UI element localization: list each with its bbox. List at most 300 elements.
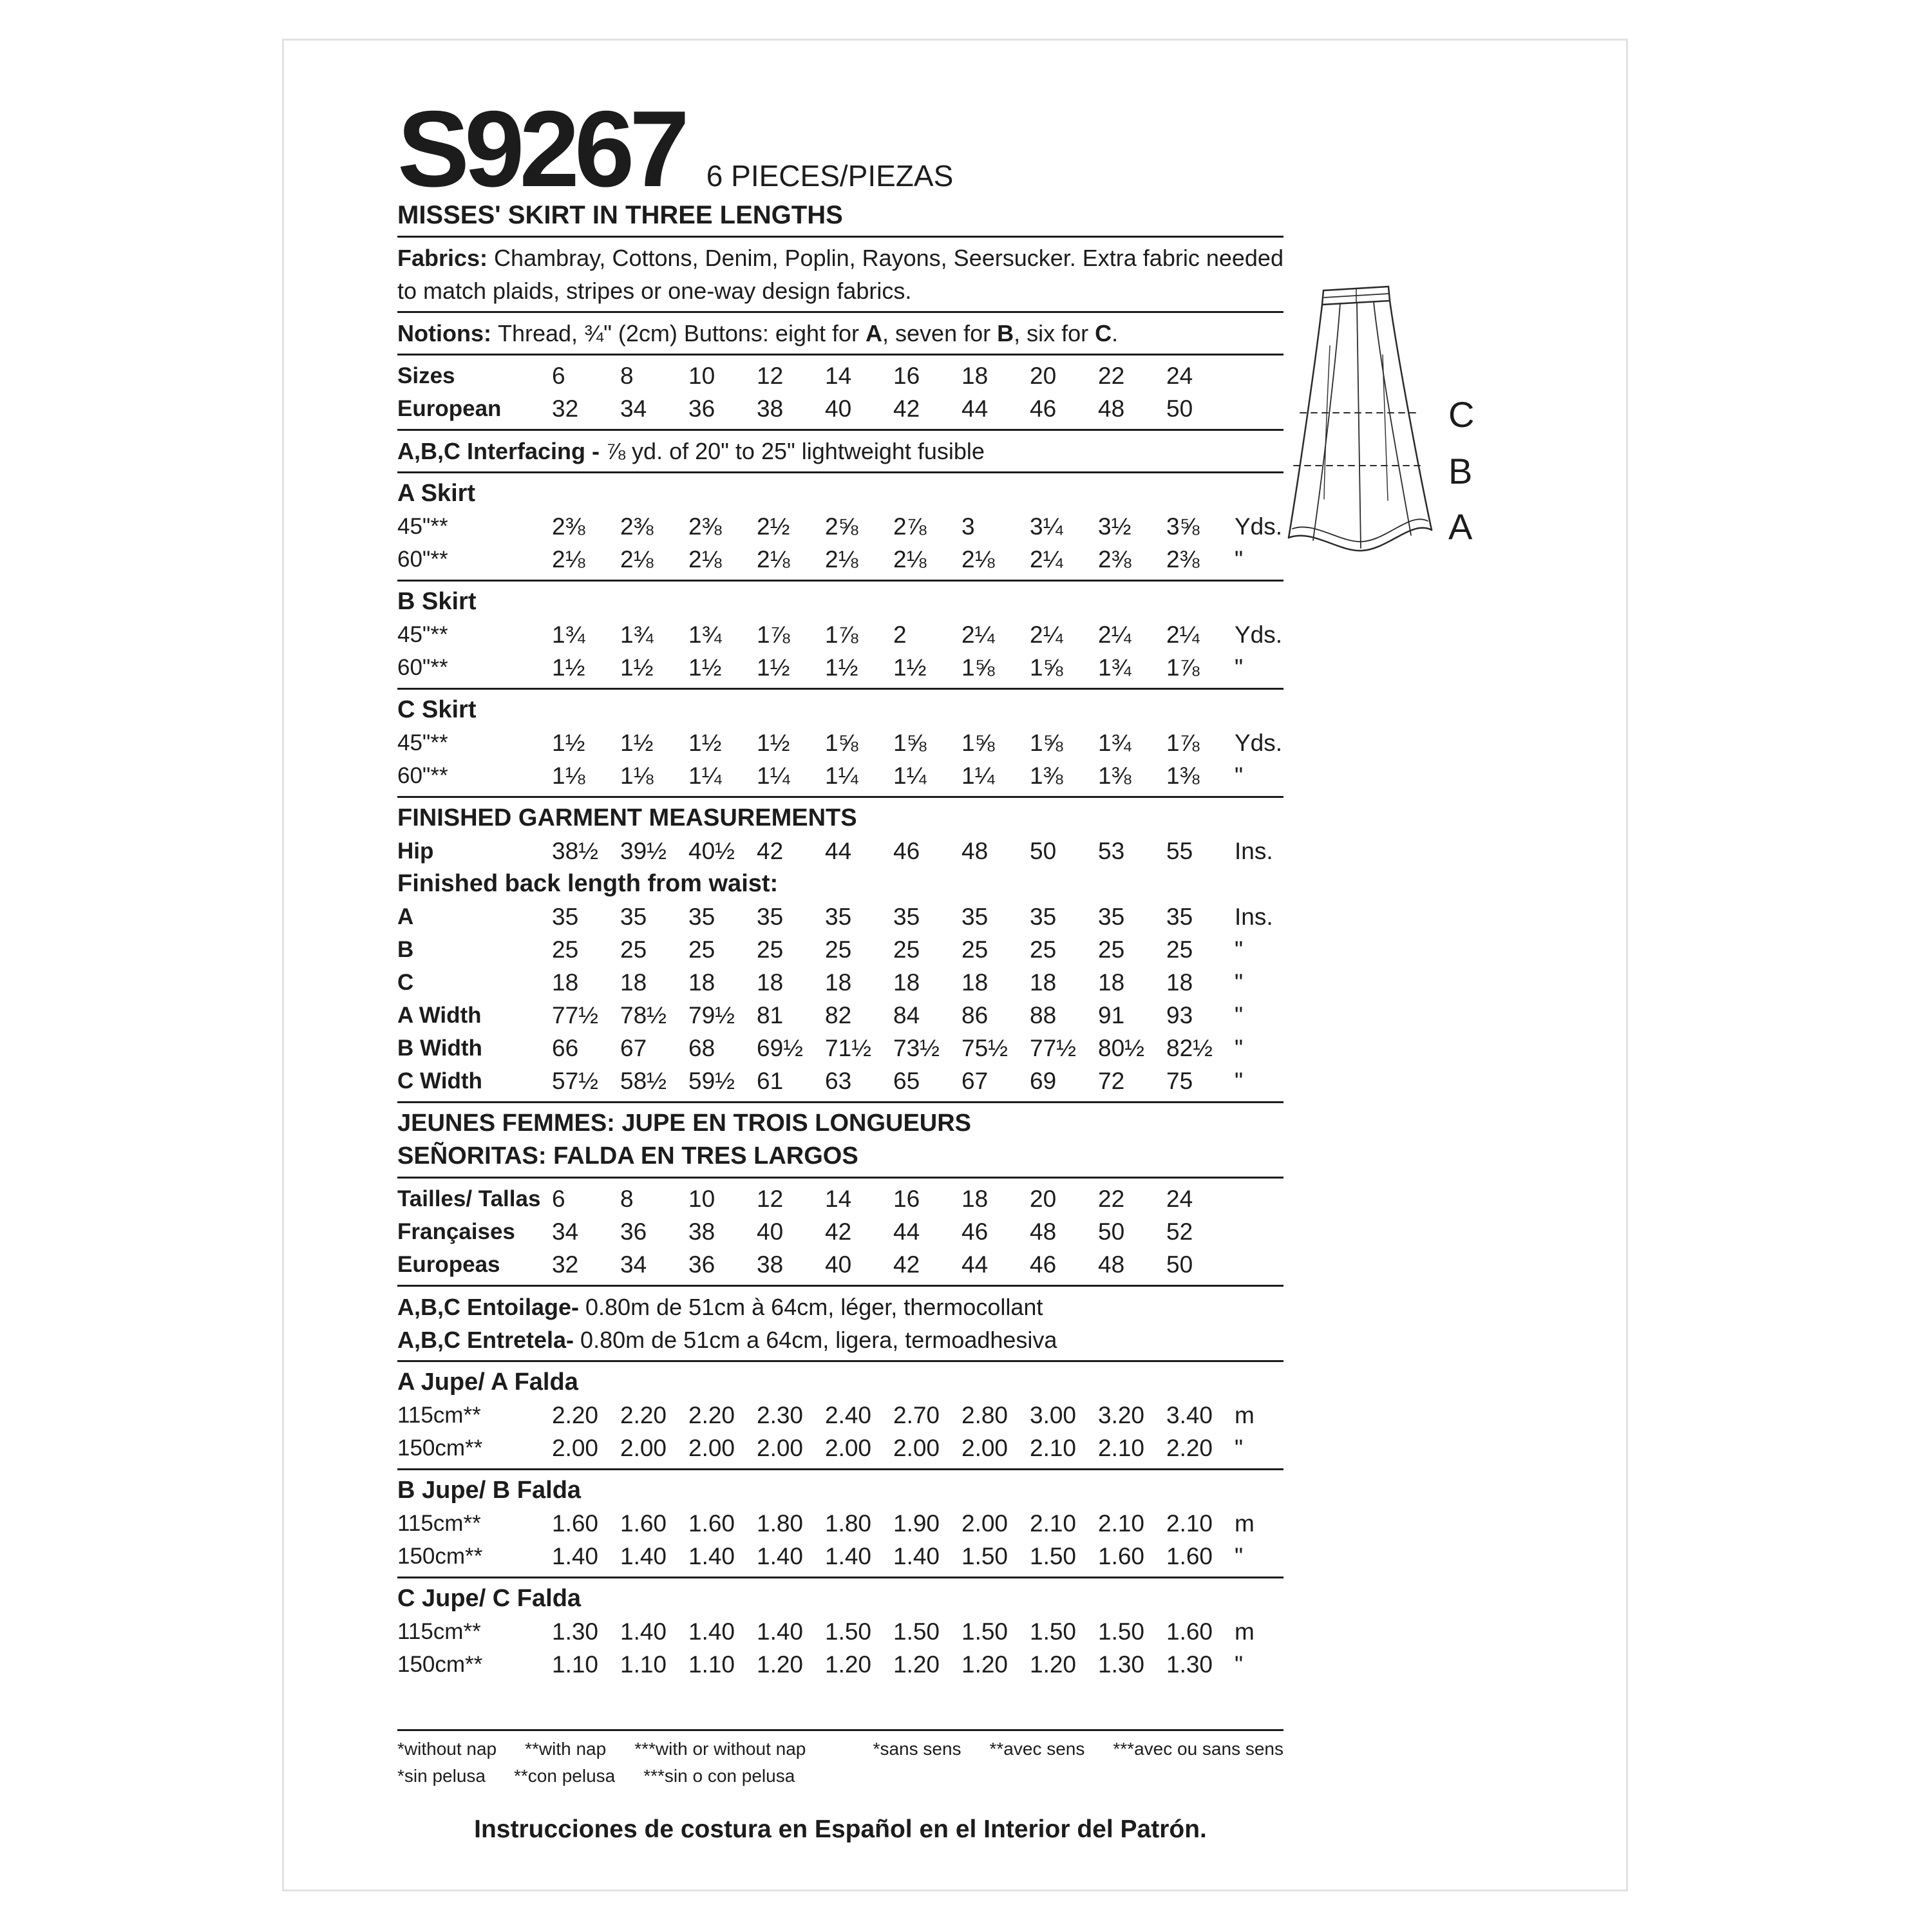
size-value: 2.20 xyxy=(620,1401,667,1428)
size-value: 2⅛ xyxy=(757,545,790,573)
size-value: 44 xyxy=(893,1218,920,1245)
divider-rule xyxy=(397,1577,1283,1578)
yardage-row xyxy=(397,618,1283,651)
unit-label: Yds. xyxy=(1235,621,1283,648)
unit-label: " xyxy=(1235,1067,1244,1094)
size-value: 2 xyxy=(893,621,907,648)
size-value: 1¾ xyxy=(688,621,722,648)
size-value: 72 xyxy=(1098,1067,1125,1094)
size-value: 1¼ xyxy=(757,762,790,789)
size-value: 2¼ xyxy=(1098,621,1132,648)
european-sizes-row xyxy=(397,392,1283,425)
size-value: 1⅝ xyxy=(825,729,858,756)
divider-rule xyxy=(397,471,1283,473)
size-value: 12 xyxy=(757,1185,784,1212)
size-value: 80½ xyxy=(1098,1034,1145,1061)
row-label: Tailles/ Tallas xyxy=(397,1186,541,1211)
divider-rule xyxy=(397,580,1283,582)
size-value: 18 xyxy=(1166,969,1193,996)
size-value: 2⅛ xyxy=(893,545,927,573)
size-value: 88 xyxy=(1030,1001,1057,1028)
size-value: 18 xyxy=(620,969,647,996)
size-value: 2.00 xyxy=(961,1434,1009,1461)
size-value: 1.40 xyxy=(688,1542,735,1569)
size-value: 2⅞ xyxy=(893,513,927,540)
size-value: 81 xyxy=(757,1001,784,1028)
size-value: 25 xyxy=(825,936,852,963)
unit-label: Ins. xyxy=(1235,903,1273,930)
row-label: 45"** xyxy=(397,513,448,539)
size-value: 75½ xyxy=(961,1034,1009,1061)
size-value: 38½ xyxy=(552,837,599,864)
text-segment: C xyxy=(1095,320,1112,346)
size-value: 48 xyxy=(1098,395,1125,422)
size-value: 35 xyxy=(825,903,852,930)
size-value: 2¼ xyxy=(1166,621,1200,648)
size-value: 65 xyxy=(893,1067,920,1094)
size-value: 1.80 xyxy=(825,1510,872,1537)
size-value: 32 xyxy=(552,395,579,422)
size-value: 3.40 xyxy=(1166,1401,1213,1428)
footnotes xyxy=(397,1729,1283,1786)
size-value: 1⅝ xyxy=(961,654,995,681)
size-value: 8 xyxy=(620,1185,634,1212)
divider-rule xyxy=(397,354,1283,355)
text-segment: 0.80m de 51cm a 64cm, ligera, termoadhesiva xyxy=(580,1327,1057,1353)
size-value: 1.20 xyxy=(757,1651,804,1678)
row-label: 60"** xyxy=(397,546,448,572)
size-value: 1½ xyxy=(757,729,790,756)
row-label: Europeas xyxy=(397,1251,500,1277)
size-value: 25 xyxy=(893,936,920,963)
size-value: 18 xyxy=(961,969,989,996)
unit-label: " xyxy=(1235,1001,1244,1028)
size-value: 1.40 xyxy=(688,1618,735,1645)
measurement-row xyxy=(397,1065,1283,1097)
entoilage-text xyxy=(397,1291,1283,1323)
size-value: 16 xyxy=(893,362,920,389)
size-value: 58½ xyxy=(620,1067,667,1094)
size-value: 42 xyxy=(757,837,784,864)
yardage-row xyxy=(397,759,1283,792)
size-value: 1.40 xyxy=(893,1542,940,1569)
interfacing-text xyxy=(397,435,1283,468)
size-value: 44 xyxy=(961,395,989,422)
size-value: 2.00 xyxy=(757,1434,804,1461)
size-value: 68 xyxy=(688,1034,715,1061)
size-value: 48 xyxy=(1030,1218,1057,1245)
size-value: 1.10 xyxy=(552,1651,599,1678)
size-value: 36 xyxy=(688,1251,715,1278)
size-value: 44 xyxy=(825,837,852,864)
size-value: 1¾ xyxy=(552,621,585,648)
size-value: 25 xyxy=(1098,936,1125,963)
drape-line-left xyxy=(1324,346,1330,499)
size-value: 77½ xyxy=(552,1001,599,1028)
text-segment: Fabrics: xyxy=(397,245,495,271)
size-value: 16 xyxy=(893,1185,920,1212)
footnote-rule xyxy=(397,1729,1283,1731)
unit-label: m xyxy=(1235,1618,1255,1645)
size-value: 2.10 xyxy=(1030,1510,1077,1537)
unit-label: " xyxy=(1235,1542,1244,1569)
footnote-line-1 xyxy=(397,1739,1283,1759)
size-value: 67 xyxy=(961,1067,989,1094)
size-value: 25 xyxy=(552,936,579,963)
footnote-group-spanish xyxy=(397,1766,1283,1786)
text-segment: B xyxy=(997,320,1014,346)
view-b-label: B xyxy=(1448,451,1473,491)
size-value: 2.00 xyxy=(688,1434,735,1461)
size-value: 2.80 xyxy=(961,1401,1009,1428)
divider-rule xyxy=(397,1101,1283,1103)
size-value: 2.20 xyxy=(1166,1434,1213,1461)
french-sizes-row xyxy=(397,1215,1283,1248)
size-value: 2⅛ xyxy=(825,545,858,573)
unit-label: Yds. xyxy=(1235,729,1283,756)
size-value: 39½ xyxy=(620,837,667,864)
size-value: 1.20 xyxy=(893,1651,940,1678)
size-value: 3⅝ xyxy=(1166,513,1200,540)
size-value: 1⅛ xyxy=(620,762,654,789)
size-value: 78½ xyxy=(620,1001,667,1028)
row-label: C xyxy=(397,969,414,995)
size-value: 2.00 xyxy=(620,1434,667,1461)
size-value: 22 xyxy=(1098,1185,1125,1212)
size-value: 1.40 xyxy=(825,1542,872,1569)
size-value: 84 xyxy=(893,1001,920,1028)
measurement-row xyxy=(397,966,1283,999)
size-value: 2.00 xyxy=(893,1434,940,1461)
footnote-item: **avec sens xyxy=(989,1739,1085,1759)
drape-line-right xyxy=(1383,355,1388,500)
footnote-item: ***with or without nap xyxy=(634,1739,806,1759)
size-value: 2.20 xyxy=(552,1401,599,1428)
sizes-row xyxy=(397,359,1283,392)
text-segment: A,B,C Interfacing - xyxy=(397,438,607,464)
size-value: 1½ xyxy=(688,654,722,681)
size-value: 1.40 xyxy=(552,1542,599,1569)
text-segment: . xyxy=(1112,320,1119,346)
divider-rule xyxy=(397,429,1283,431)
yardage-row xyxy=(397,726,1283,759)
size-value: 50 xyxy=(1166,395,1193,422)
size-value: 18 xyxy=(825,969,852,996)
size-value: 14 xyxy=(825,1185,852,1212)
divider-rule xyxy=(397,236,1283,238)
measurement-row xyxy=(397,933,1283,966)
size-value: 1⅞ xyxy=(757,621,790,648)
row-label: European xyxy=(397,395,502,421)
size-value: 66 xyxy=(552,1034,579,1061)
size-value: 35 xyxy=(620,903,647,930)
size-value: 1⅞ xyxy=(1166,654,1200,681)
size-value: 1.30 xyxy=(1166,1651,1213,1678)
size-value: 1.20 xyxy=(825,1651,872,1678)
row-label: A Width xyxy=(397,1002,482,1028)
size-value: 1.30 xyxy=(552,1618,599,1645)
measurement-row xyxy=(397,1032,1283,1065)
size-value: 1.50 xyxy=(1030,1618,1077,1645)
size-value: 42 xyxy=(893,395,920,422)
size-value: 35 xyxy=(552,903,579,930)
size-value: 2⅜ xyxy=(1166,545,1200,573)
skirt-c-heading: C Skirt xyxy=(397,696,477,723)
size-value: 1.60 xyxy=(688,1510,735,1537)
size-value: 40 xyxy=(825,395,852,422)
size-value: 12 xyxy=(757,362,784,389)
size-value: 1⅜ xyxy=(1166,762,1200,789)
size-value: 50 xyxy=(1030,837,1057,864)
size-value: 75 xyxy=(1166,1067,1193,1094)
size-value: 1.60 xyxy=(620,1510,667,1537)
size-value: 1¼ xyxy=(961,762,995,789)
size-value: 25 xyxy=(961,936,989,963)
size-value: 1⅝ xyxy=(893,729,927,756)
size-value: 18 xyxy=(1098,969,1125,996)
row-label: Sizes xyxy=(397,363,455,388)
footnote-item: ***avec ou sans sens xyxy=(1113,1739,1283,1759)
divider-rule xyxy=(397,1468,1283,1470)
skirt-a-heading: A Skirt xyxy=(397,480,476,507)
row-label: 45"** xyxy=(397,621,448,647)
size-value: 10 xyxy=(688,1185,715,1212)
size-value: 61 xyxy=(757,1067,784,1094)
row-label: 60"** xyxy=(397,762,448,788)
size-value: 1.60 xyxy=(1166,1618,1213,1645)
size-value: 2¼ xyxy=(961,621,995,648)
size-value: 2⅝ xyxy=(825,513,858,540)
row-label: Françaises xyxy=(397,1218,515,1244)
size-value: 34 xyxy=(552,1218,579,1245)
size-value: 1.40 xyxy=(620,1542,667,1569)
unit-label: " xyxy=(1235,1034,1244,1061)
unit-label: " xyxy=(1235,936,1244,963)
size-value: 1⅞ xyxy=(825,621,858,648)
size-value: 25 xyxy=(1166,936,1193,963)
size-value: 2.00 xyxy=(552,1434,599,1461)
size-value: 3½ xyxy=(1098,513,1132,540)
footnote-item: **with nap xyxy=(525,1739,607,1759)
size-value: 25 xyxy=(620,936,647,963)
row-label: B xyxy=(397,936,414,962)
size-value: 25 xyxy=(688,936,715,963)
size-value: 1.80 xyxy=(757,1510,804,1537)
size-value: 1⅛ xyxy=(552,762,585,789)
row-label: 150cm** xyxy=(397,1435,483,1461)
size-value: 18 xyxy=(961,362,989,389)
size-value: 57½ xyxy=(552,1067,599,1094)
size-value: 1½ xyxy=(552,654,585,681)
size-value: 18 xyxy=(552,969,579,996)
finished-measurements-heading: FINISHED GARMENT MEASUREMENTS xyxy=(397,804,857,831)
size-value: 2⅜ xyxy=(688,513,722,540)
size-value: 2.00 xyxy=(825,1434,872,1461)
european-sizes-row xyxy=(397,1248,1283,1281)
size-value: 48 xyxy=(961,837,989,864)
size-value: 2.10 xyxy=(1166,1510,1213,1537)
size-value: 1.10 xyxy=(688,1651,735,1678)
row-label: Hip xyxy=(397,838,434,864)
size-value: 1⅞ xyxy=(1166,729,1200,756)
text-segment: 0.80m de 51cm à 64cm, léger, thermocollant xyxy=(585,1294,1043,1320)
size-value: 25 xyxy=(1030,936,1057,963)
size-value: 73½ xyxy=(893,1034,940,1061)
intl-sizes-row xyxy=(397,1182,1283,1215)
french-title: JEUNES FEMMES: JUPE EN TROIS LONGUEURS xyxy=(397,1110,972,1137)
footnote-item: ***sin o con pelusa xyxy=(643,1766,795,1786)
size-value: 46 xyxy=(893,837,920,864)
size-value: 1½ xyxy=(688,729,722,756)
size-value: 50 xyxy=(1166,1251,1193,1278)
text-segment: , six for xyxy=(1014,320,1095,346)
size-value: 71½ xyxy=(825,1034,872,1061)
skirt-left-edge xyxy=(1289,305,1322,538)
text-segment: , seven for xyxy=(882,320,998,346)
footnote-item: *sin pelusa xyxy=(397,1766,486,1786)
size-value: 1¾ xyxy=(1098,729,1132,756)
size-value: 50 xyxy=(1098,1218,1125,1245)
size-value: 1.60 xyxy=(552,1510,599,1537)
pattern-number: S9267 xyxy=(397,88,685,209)
size-value: 48 xyxy=(1098,1251,1125,1278)
size-value: 2½ xyxy=(757,513,790,540)
size-value: 2.40 xyxy=(825,1401,872,1428)
metric-yardage-row xyxy=(397,1507,1283,1540)
spanish-instructions-note: Instrucciones de costura en Español en el Interior del Patrón. xyxy=(474,1815,1207,1843)
metric-yardage-row xyxy=(397,1648,1283,1681)
size-value: 1.10 xyxy=(620,1651,667,1678)
size-value: 2¼ xyxy=(1030,621,1063,648)
header xyxy=(397,88,954,209)
footnote-group-french xyxy=(873,1739,1283,1759)
text-segment: Chambray, Cottons, Denim, Poplin, Rayons, Seersucker. Extra fabric needed to match plaids, stripes or one-way design fabrics. xyxy=(397,245,1283,304)
metric-yardage-row xyxy=(397,1399,1283,1432)
size-value: 52 xyxy=(1166,1218,1193,1245)
size-value: 18 xyxy=(757,969,784,996)
unit-label: Yds. xyxy=(1235,513,1283,540)
yardage-chart xyxy=(397,199,1283,1681)
size-value: 2⅛ xyxy=(688,545,722,573)
size-value: 10 xyxy=(688,362,715,389)
jupe-c-heading: C Jupe/ C Falda xyxy=(397,1585,582,1612)
size-value: 69 xyxy=(1030,1067,1057,1094)
size-value: 1.50 xyxy=(1030,1542,1077,1569)
size-value: 1¼ xyxy=(825,762,858,789)
size-value: 14 xyxy=(825,362,852,389)
divider-rule xyxy=(397,1285,1283,1287)
yardage-row xyxy=(397,543,1283,576)
size-value: 35 xyxy=(961,903,989,930)
size-value: 24 xyxy=(1166,362,1193,389)
size-value: 79½ xyxy=(688,1001,735,1028)
size-value: 63 xyxy=(825,1067,852,1094)
size-value: 2⅜ xyxy=(620,513,654,540)
size-value: 1⅝ xyxy=(1030,654,1063,681)
size-value: 2.10 xyxy=(1098,1434,1145,1461)
size-value: 1.60 xyxy=(1098,1542,1145,1569)
size-value: 77½ xyxy=(1030,1034,1077,1061)
size-value: 1.50 xyxy=(961,1618,1009,1645)
measurement-row xyxy=(397,900,1283,933)
text-segment: A,B,C Entoilage- xyxy=(397,1294,586,1320)
size-value: 1.40 xyxy=(620,1618,667,1645)
size-value: 46 xyxy=(1030,395,1057,422)
size-value: 2.30 xyxy=(757,1401,804,1428)
spanish-title: SEÑORITAS: FALDA EN TRES LARGOS xyxy=(397,1142,858,1170)
size-value: 2.00 xyxy=(961,1510,1009,1537)
size-value: 3¼ xyxy=(1030,513,1063,540)
fabrics-text xyxy=(397,242,1283,307)
size-value: 2.70 xyxy=(893,1401,940,1428)
envelope-back-page xyxy=(282,39,1628,1891)
size-value: 18 xyxy=(961,1185,989,1212)
row-label: 60"** xyxy=(397,654,448,680)
size-value: 1¾ xyxy=(620,621,654,648)
size-value: 1.60 xyxy=(1166,1542,1213,1569)
size-value: 93 xyxy=(1166,1001,1193,1028)
unit-label: m xyxy=(1235,1510,1255,1537)
size-value: 44 xyxy=(961,1251,989,1278)
row-label: B Width xyxy=(397,1035,482,1061)
unit-label: Ins. xyxy=(1235,837,1273,864)
size-value: 1.40 xyxy=(757,1542,804,1569)
unit-label: " xyxy=(1235,545,1244,573)
size-value: 86 xyxy=(961,1001,989,1028)
divider-rule xyxy=(397,688,1283,690)
size-value: 8 xyxy=(620,362,634,389)
size-value: 2⅜ xyxy=(1098,545,1132,573)
size-value: 1½ xyxy=(893,654,927,681)
size-value: 1.90 xyxy=(893,1510,940,1537)
text-segment: A xyxy=(866,320,883,346)
size-value: 25 xyxy=(757,936,784,963)
divider-rule xyxy=(397,796,1283,798)
size-value: 69½ xyxy=(757,1034,804,1061)
skirt-line-drawing xyxy=(1283,283,1444,561)
size-value: 38 xyxy=(757,395,784,422)
size-value: 1⅜ xyxy=(1098,762,1132,789)
size-value: 1.30 xyxy=(1098,1651,1145,1678)
size-value: 34 xyxy=(620,1251,647,1278)
size-value: 3.00 xyxy=(1030,1401,1077,1428)
size-value: 59½ xyxy=(688,1067,735,1094)
size-value: 46 xyxy=(961,1218,989,1245)
size-value: 2.20 xyxy=(688,1401,735,1428)
size-value: 38 xyxy=(688,1218,715,1245)
size-value: 40 xyxy=(757,1218,784,1245)
unit-label: " xyxy=(1235,1651,1244,1678)
size-value: 2⅛ xyxy=(620,545,654,573)
row-label: A xyxy=(397,904,414,929)
back-length-subheading: Finished back length from waist: xyxy=(397,870,779,897)
yardage-row xyxy=(397,510,1283,543)
size-value: 18 xyxy=(688,969,715,996)
size-value: 35 xyxy=(1098,903,1125,930)
size-value: 18 xyxy=(893,969,920,996)
size-value: 53 xyxy=(1098,837,1125,864)
row-label: 115cm** xyxy=(397,1618,481,1644)
footnote-item: *sans sens xyxy=(873,1739,961,1759)
size-value: 1½ xyxy=(757,654,790,681)
unit-label: m xyxy=(1235,1401,1255,1428)
size-value: 34 xyxy=(620,395,647,422)
size-value: 1½ xyxy=(620,654,654,681)
unit-label: " xyxy=(1235,762,1244,789)
unit-label: " xyxy=(1235,1434,1244,1461)
size-value: 2.10 xyxy=(1030,1434,1077,1461)
size-value: 22 xyxy=(1098,362,1125,389)
